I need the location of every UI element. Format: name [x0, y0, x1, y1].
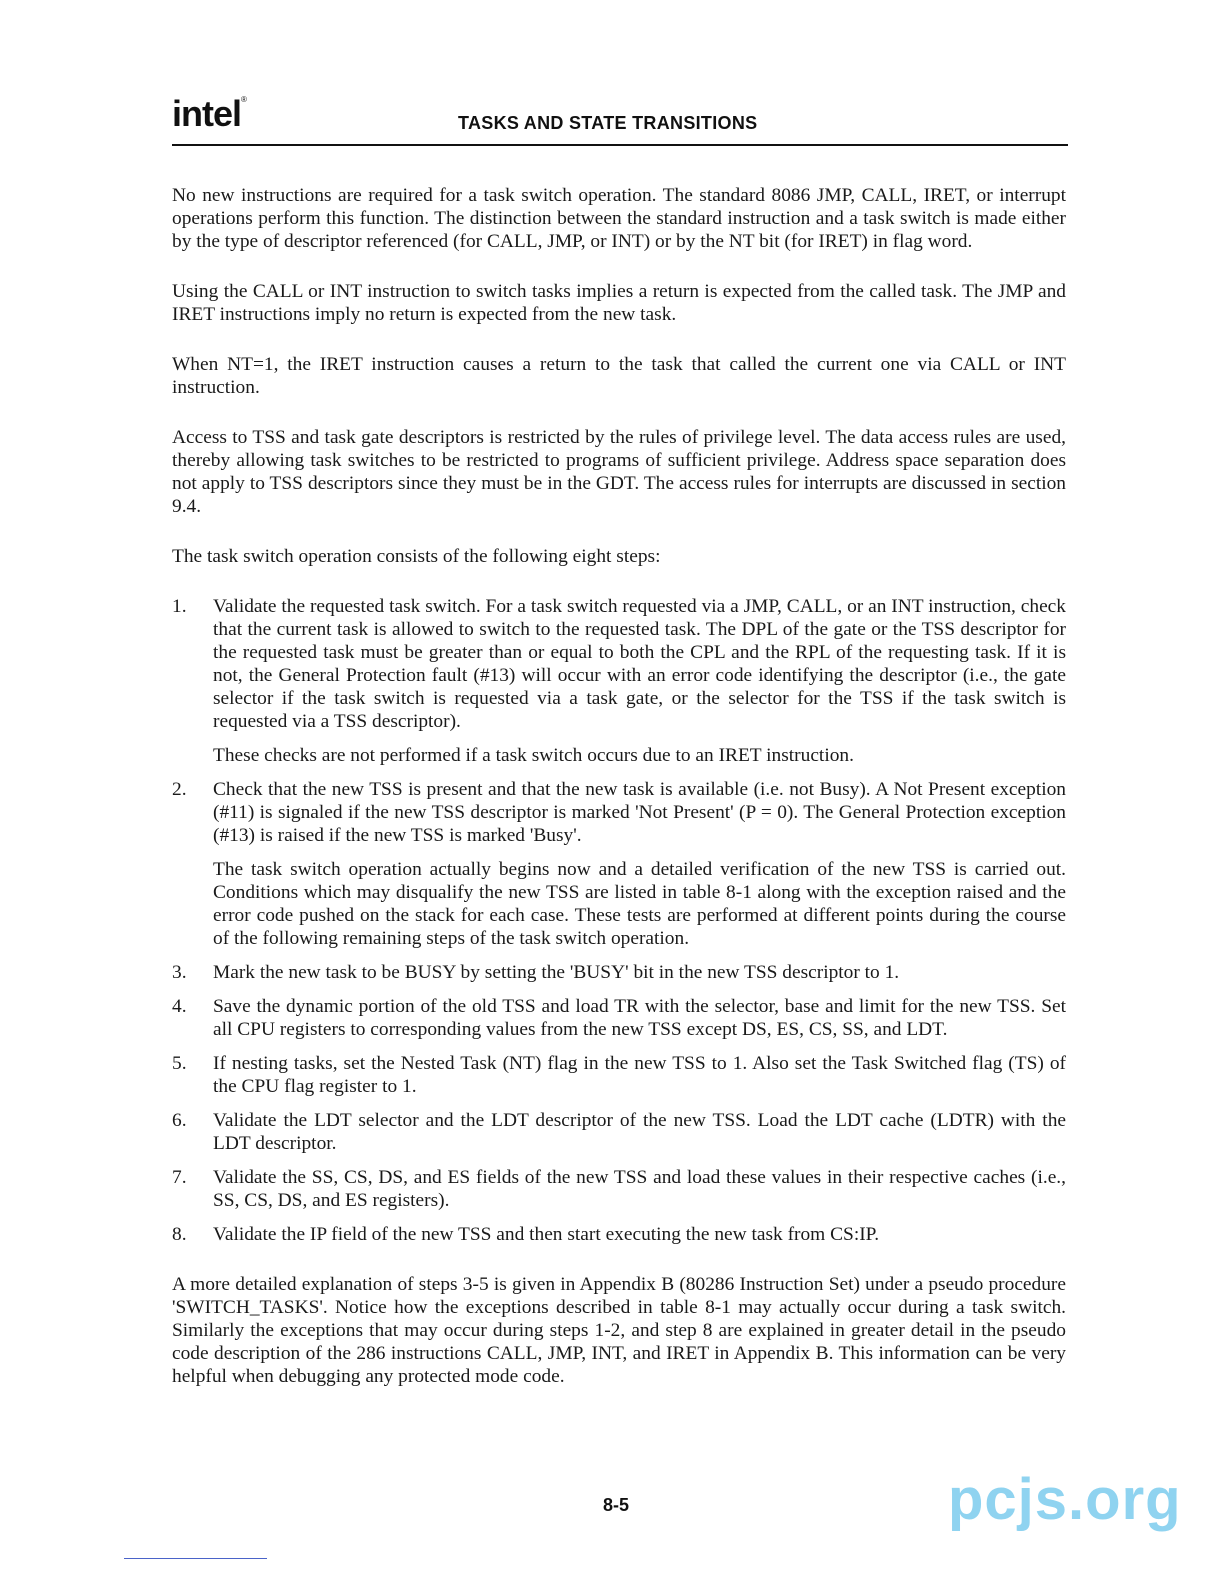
closing-paragraph: A more detailed explanation of steps 3-5 is given in Appendix B (80286 Instruction Set) under a pseudo procedure 'SWITCH_TASKS'. Notice how the exceptions described in table 8-1 may actually occur during a task switch. Similarly the exceptions that may occur during steps 1-2, and step 8 are explained in greater detail in the pseudo code description of the 286 instructions CALL, JMP, INT, and IRET in Appendix B. This information can be very helpful when debugging any protected mode code.: [172, 1274, 1066, 1387]
paragraph-2: Using the CALL or INT instruction to switch tasks implies a return is expected from the called task. The JMP and IRET instructions imply no return is expected from the new task.: [172, 281, 1066, 325]
step-note: The task switch operation actually begins now and a detailed verification of the new TSS is carried out. Conditions which may disqualify the new TSS are listed in table 8-1 along with the exception raised and the error code pushed on the stack for each case. These tests are performed at different points during the course of the following remaining steps of the task switch operation.: [213, 859, 1066, 949]
footer-corner-line: [124, 1558, 267, 1559]
step-text: Validate the LDT selector and the LDT descriptor of the new TSS. Load the LDT cache (LDTR) with the LDT descriptor.: [213, 1110, 1066, 1154]
step-text: If nesting tasks, set the Nested Task (NT) flag in the new TSS to 1. Also set the Task Switched flag (TS) of the CPU flag register to 1.: [213, 1053, 1066, 1097]
paragraph-5: The task switch operation consists of the following eight steps:: [172, 546, 661, 567]
step-text: Mark the new task to be BUSY by setting the 'BUSY' bit in the new TSS descriptor to 1.: [213, 962, 900, 983]
task-switch-steps: [172, 595, 1066, 1246]
step-item: [172, 1052, 1066, 1098]
step-text: Validate the SS, CS, DS, and ES fields of the new TSS and load these values in their respective caches (i.e., SS, CS, DS, and ES registers).: [213, 1167, 1066, 1211]
step-item: [172, 1223, 1066, 1246]
registered-mark: ®: [241, 95, 246, 104]
step-number: 8.: [172, 1224, 187, 1245]
paragraph-3: When NT=1, the IRET instruction causes a return to the task that called the current one via CALL or INT instruction.: [172, 354, 1066, 398]
step-number: 6.: [172, 1110, 187, 1131]
logo-text: intel: [172, 93, 242, 134]
page-number: 8-5: [603, 1495, 630, 1515]
step-item: [172, 595, 1066, 767]
header-divider: [172, 144, 1068, 146]
step-note: These checks are not performed if a task switch occurs due to an IRET instruction.: [213, 745, 854, 766]
step-item: [172, 1109, 1066, 1155]
step-item: [172, 961, 1066, 984]
page-header-title: TASKS AND STATE TRANSITIONS: [458, 113, 758, 133]
step-number: 3.: [172, 962, 187, 983]
paragraph-4: Access to TSS and task gate descriptors is restricted by the rules of privilege level. The data access rules are used, thereby allowing task switches to be restricted to programs of sufficient privilege. Address space separation does not apply to TSS descriptors since they must be in the GDT. The access rules for interrupts are discussed in section 9.4.: [172, 427, 1066, 517]
step-text: Validate the IP field of the new TSS and then start executing the new task from CS:IP.: [213, 1224, 880, 1245]
step-number: 4.: [172, 996, 187, 1017]
step-number: 7.: [172, 1167, 187, 1188]
step-number: 2.: [172, 779, 187, 800]
step-text: Save the dynamic portion of the old TSS and load TR with the selector, base and limit for the new TSS. Set all CPU registers to corresponding values from the new TSS except DS, ES, CS, SS, and LDT.: [213, 996, 1066, 1040]
step-text: Check that the new TSS is present and that the new task is available (i.e. not Busy). A Not Present exception (#11) is signaled if the new TSS descriptor is marked 'Not Present' (P = 0). The General Protection exception (#13) is raised if the new TSS is marked 'Busy'.: [213, 779, 1066, 846]
step-item: [172, 1166, 1066, 1212]
pcjs-watermark: pcjs.org: [948, 1467, 1182, 1532]
page-body: [172, 184, 1066, 1415]
step-item: [172, 995, 1066, 1041]
step-text: Validate the requested task switch. For a task switch requested via a JMP, CALL, or an INT instruction, check that the current task is allowed to switch to the requested task. The DPL of the gate or the TSS descriptor for the requested task must be greater than or equal to both the CPL and the RPL of the requesting task. If it is not, the General Protection fault (#13) will occur with an error code identifying the descriptor (i.e., the gate selector if the task switch is requested via a task gate, or the selector for the TSS if the task switch is requested via a TSS descriptor).: [213, 596, 1066, 732]
step-number: 5.: [172, 1053, 187, 1074]
step-item: [172, 778, 1066, 950]
intel-logo: [172, 93, 246, 134]
step-number: 1.: [172, 596, 187, 617]
paragraph-1: No new instructions are required for a task switch operation. The standard 8086 JMP, CALL, IRET, or interrupt operations perform this function. The distinction between the standard instruction and a task switch is made either by the type of descriptor referenced (for CALL, JMP, or INT) or by the NT bit (for IRET) in flag word.: [172, 185, 1066, 252]
